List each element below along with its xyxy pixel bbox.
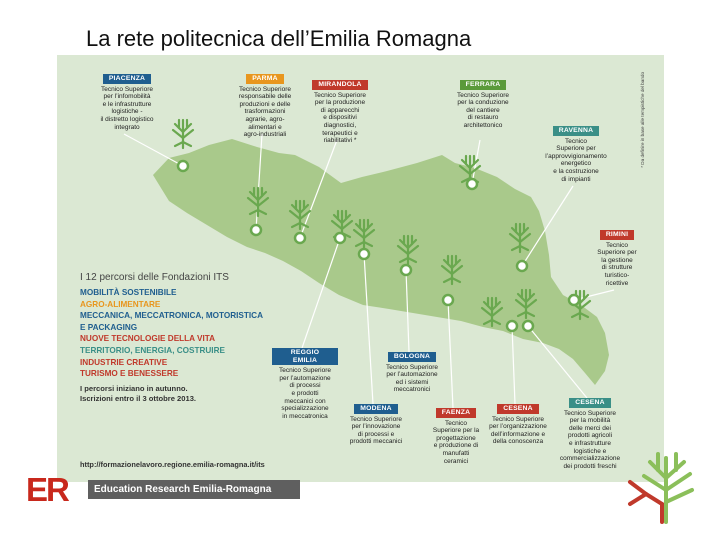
city-description-line: manufatti ceramici bbox=[442, 449, 470, 465]
er-logo bbox=[26, 471, 300, 508]
city-description-line: Superiore per bbox=[556, 145, 596, 153]
legend-item: MECCANICA, MECCATRONICA, MOTORISTICA E PACKAGING bbox=[80, 311, 263, 332]
city-description-line: di apparecchi bbox=[320, 106, 360, 114]
city-label-ferrara bbox=[448, 80, 518, 130]
city-description-line: della conoscenza bbox=[492, 438, 544, 446]
city-description-line: energetico bbox=[560, 160, 592, 168]
city-description-line: e prodotti bbox=[291, 389, 319, 397]
legend bbox=[80, 272, 270, 404]
city-description-line: Superiore per bbox=[597, 249, 637, 257]
city-label-ravenna bbox=[540, 126, 612, 183]
city-description-line: e le infrastrutture bbox=[102, 100, 152, 108]
city-description-line: Tecnico Superiore bbox=[456, 91, 510, 99]
city-label-bologna bbox=[380, 352, 444, 394]
legend-items bbox=[80, 287, 270, 380]
city-description-line: in meccatronica bbox=[282, 412, 328, 420]
city-description-line: di restauro bbox=[467, 114, 499, 122]
city-name: FERRARA bbox=[460, 80, 507, 90]
city-description-line: di processi bbox=[289, 382, 321, 390]
location-dot bbox=[295, 233, 305, 243]
city-description-line: Tecnico Superiore bbox=[563, 409, 617, 417]
location-dot bbox=[569, 295, 579, 305]
city-description-line: Tecnico Superiore bbox=[385, 363, 439, 371]
city-description-line: del cantiere bbox=[466, 106, 500, 114]
city-description-line: turistico-ricettive bbox=[604, 271, 630, 287]
city-description-line: trasformazioni bbox=[244, 108, 286, 116]
location-dot bbox=[178, 161, 188, 171]
city-description-line: Tecnico Superiore bbox=[100, 85, 154, 93]
city-description-line: Tecnico bbox=[564, 137, 588, 145]
legend-item: TERRITORIO, ENERGIA, COSTRUIRE bbox=[80, 345, 225, 355]
city-label-cesena bbox=[556, 398, 624, 470]
city-description-line: di strutture bbox=[601, 264, 633, 272]
city-description-line: progettazione bbox=[436, 434, 476, 442]
city-description-line: di processi e bbox=[357, 430, 395, 438]
city-description-line: per la conduzione bbox=[457, 99, 509, 107]
city-description-line: agro-industriali bbox=[243, 131, 287, 139]
city-description-line: agrarie, agro- bbox=[245, 115, 285, 123]
city-description-line: per la mobilità bbox=[569, 417, 611, 425]
city-description-line: responsabile delle bbox=[238, 93, 292, 101]
city-description-line: Tecnico Superiore bbox=[238, 85, 292, 93]
side-note: * Da definire in base alle tempistiche del bando bbox=[640, 72, 645, 168]
location-dot bbox=[507, 321, 517, 331]
city-name: REGGIO EMILIA bbox=[272, 348, 338, 365]
city-label-reggio-emilia bbox=[272, 348, 338, 420]
city-description-line: alimentari e bbox=[248, 123, 282, 131]
city-label-mirandola bbox=[306, 80, 374, 145]
city-description-line: meccatronici bbox=[393, 386, 431, 394]
city-label-rimini bbox=[594, 230, 640, 287]
city-description-line: per l’automazione bbox=[279, 374, 331, 382]
city-description-line: diagnostici, bbox=[323, 121, 357, 129]
location-dot bbox=[359, 249, 369, 259]
er-logo-letters: ER bbox=[26, 471, 68, 508]
city-description-line: Tecnico Superiore bbox=[278, 367, 332, 375]
city-label-piacenza bbox=[95, 74, 159, 131]
location-dot bbox=[335, 233, 345, 243]
legend-item: AGRO-ALIMENTARE bbox=[80, 299, 161, 309]
city-name: MIRANDOLA bbox=[312, 80, 367, 90]
city-description-line: Superiore per la bbox=[432, 427, 480, 435]
city-description-line: Tecnico bbox=[605, 241, 629, 249]
city-description-line: integrato bbox=[114, 123, 140, 131]
city-name: FAENZA bbox=[436, 408, 476, 418]
tree-icon bbox=[173, 120, 193, 148]
city-name: PIACENZA bbox=[103, 74, 151, 84]
city-name: PARMA bbox=[246, 74, 283, 84]
city-description-line: dell’informazione e bbox=[490, 430, 546, 438]
legend-note-line1: I percorsi iniziano in autunno. bbox=[80, 383, 188, 393]
city-name: BOLOGNA bbox=[388, 352, 436, 362]
city-description-line: la gestione bbox=[601, 256, 633, 264]
legend-note bbox=[80, 384, 270, 404]
legend-item: INDUSTRIE CREATIVE bbox=[80, 357, 168, 367]
city-description-line: delle merci dei bbox=[569, 424, 611, 432]
legend-item: NUOVE TECNOLOGIE DELLA VITA bbox=[80, 334, 216, 344]
tree-logo-icon bbox=[622, 448, 708, 524]
city-description-line: il distretto logistico bbox=[100, 115, 154, 123]
slide-title: La rete politecnica dell’Emilia Romagna bbox=[86, 26, 472, 51]
city-description-line: meccanici con bbox=[284, 397, 326, 405]
city-label-parma bbox=[232, 74, 298, 139]
city-description-line: l’approvvigionamento bbox=[545, 152, 607, 160]
city-description-line: di impianti bbox=[561, 175, 591, 183]
city-description-line: e dispositivi bbox=[323, 114, 357, 122]
location-dot bbox=[443, 295, 453, 305]
city-description-line: e la costruzione bbox=[553, 167, 599, 175]
city-name: MODENA bbox=[354, 404, 397, 414]
city-description-line: Tecnico Superiore bbox=[491, 415, 545, 423]
legend-title: I 12 percorsi delle Fondazioni ITS bbox=[80, 272, 229, 283]
legend-note-line2: Iscrizioni entro il 3 ottobre 2013. bbox=[80, 393, 197, 403]
city-description-line: logistiche - bbox=[111, 108, 143, 116]
legend-url[interactable]: http://formazionelavoro.regione.emilia-romagna.it/its bbox=[80, 460, 265, 469]
connector-line bbox=[124, 134, 183, 166]
city-description-line: Tecnico Superiore bbox=[349, 415, 403, 423]
legend-item: MOBILITÀ SOSTENIBILE bbox=[80, 288, 177, 297]
city-description-line: logistiche e bbox=[573, 447, 607, 455]
legend-item: TURISMO E BENESSERE bbox=[80, 369, 179, 379]
city-description-line: per l’organizzazione bbox=[489, 423, 547, 431]
city-description-line: dei prodotti freschi bbox=[563, 462, 617, 470]
city-description-line: commercializzazione bbox=[559, 455, 621, 463]
location-dot bbox=[401, 265, 411, 275]
connector-line bbox=[512, 326, 515, 404]
city-description-line: specializzazione bbox=[281, 405, 329, 413]
location-dot bbox=[523, 321, 533, 331]
city-name: CESENA bbox=[497, 404, 539, 414]
city-description-line: e infrastrutture bbox=[569, 439, 611, 447]
city-description-line: architettonico bbox=[463, 121, 503, 129]
city-description-line: Tecnico bbox=[444, 419, 468, 427]
city-label-faenza bbox=[430, 408, 482, 465]
city-description-line: Tecnico Superiore bbox=[313, 91, 367, 99]
location-dot bbox=[467, 179, 477, 189]
city-description-line: riabilitativi * bbox=[323, 137, 357, 145]
city-label-cesena bbox=[482, 404, 554, 446]
er-logo-text: Education Research Emilia-Romagna bbox=[94, 484, 272, 495]
city-description-line: produzioni e delle bbox=[239, 100, 291, 108]
city-label-modena bbox=[345, 404, 407, 446]
city-description-line: ed i sistemi bbox=[395, 378, 429, 386]
city-description-line: per l’automazione bbox=[386, 371, 438, 379]
city-description-line: per l’infomobilità bbox=[103, 93, 151, 101]
city-description-line: e produzione di bbox=[433, 442, 479, 450]
city-description-line: per la produzione bbox=[314, 99, 366, 107]
city-description-line: per l’innovazione bbox=[351, 423, 401, 431]
location-dot bbox=[517, 261, 527, 271]
city-description-line: terapeutici e bbox=[322, 129, 358, 137]
city-description-line: prodotti meccanici bbox=[349, 438, 403, 446]
location-dot bbox=[251, 225, 261, 235]
city-name: RAVENNA bbox=[553, 126, 600, 136]
city-name: RIMINI bbox=[600, 230, 634, 240]
city-description-line: prodotti agricoli bbox=[567, 432, 613, 440]
city-name: CESENA bbox=[569, 398, 611, 408]
